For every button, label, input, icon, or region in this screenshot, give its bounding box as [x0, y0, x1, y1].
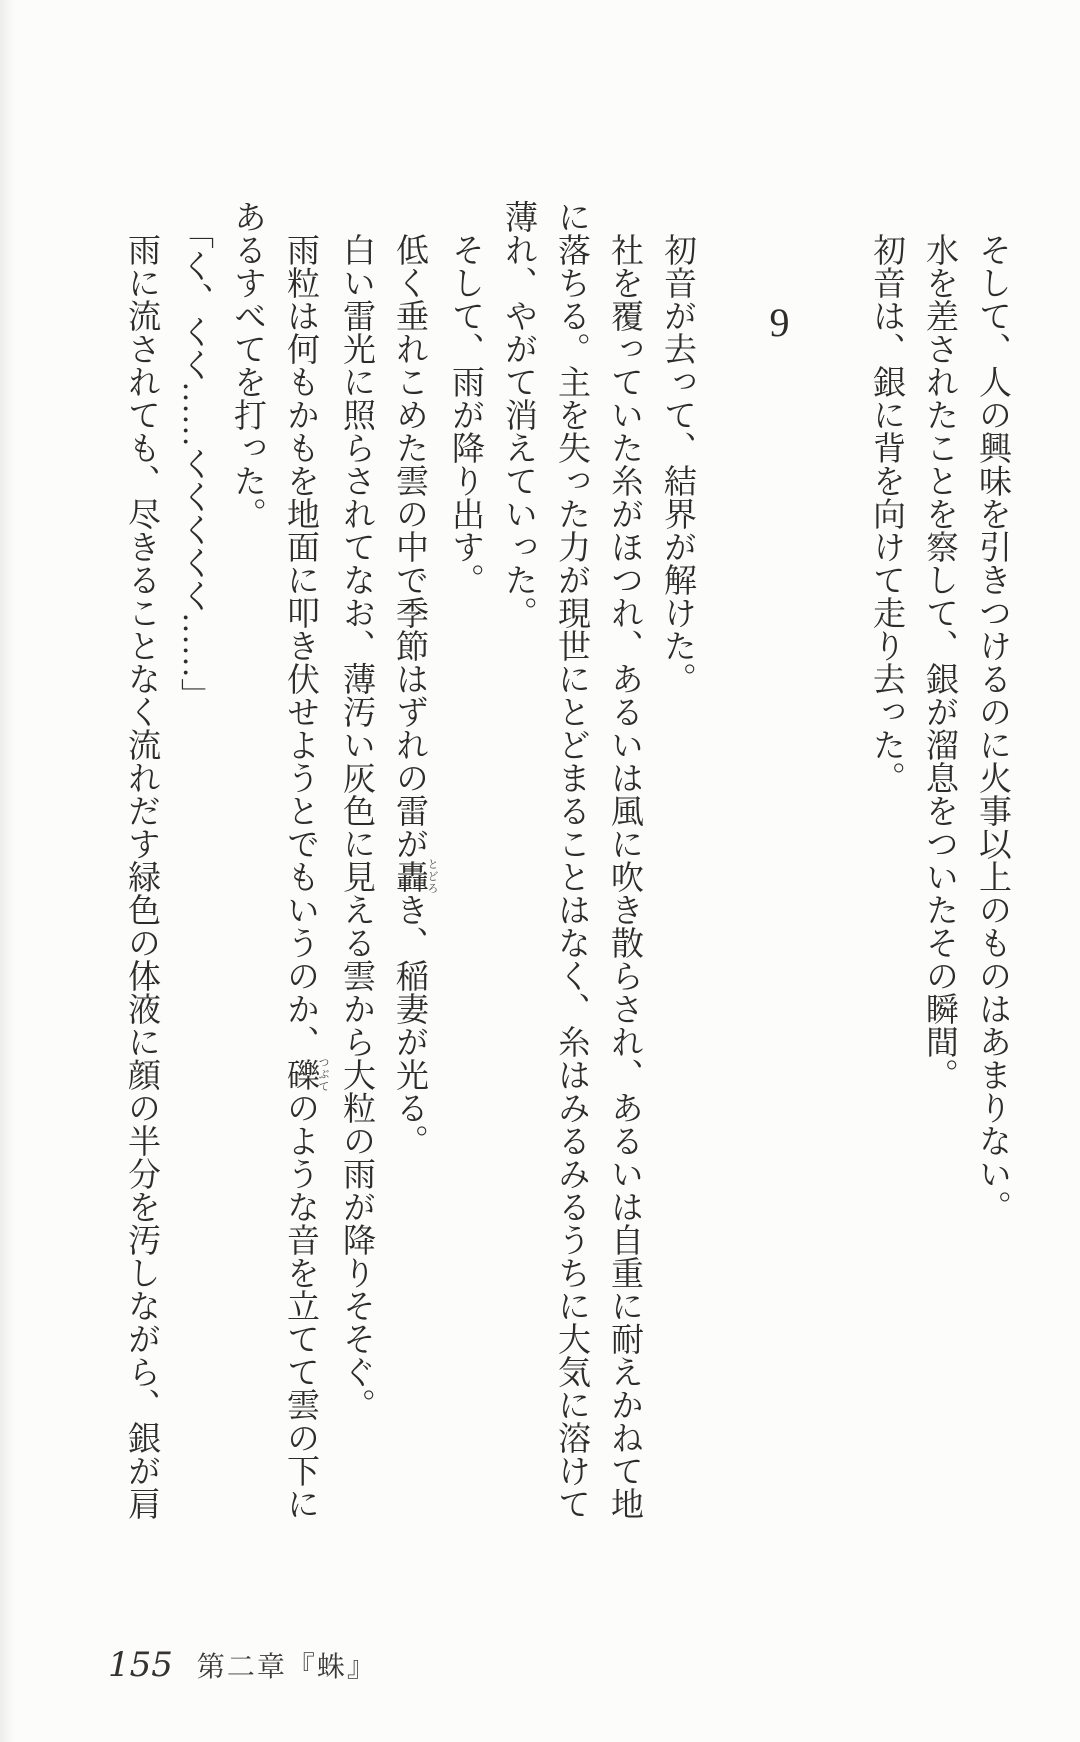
paragraph: 社を覆っていた糸がほつれ、あるいは風に吹き散らされ、あるいは自重に耐えかねて地に落ちる。主を失った力が現世にとどまることはなく、糸はみるみるうちに大気に溶けて薄れ、やがて消えていった。	[500, 200, 642, 1520]
text-block-before-section	[859, 200, 1018, 1520]
paragraph: 初音は、銀に背を向けて走り去った。	[868, 233, 904, 794]
paragraph: 雨粒は何もかもを地面に叩き伏せようとでもいうのか、礫 つぶてのような音を立てて雲の下にあるすべてを打った。	[229, 200, 329, 1520]
page-number: 155	[108, 1645, 173, 1685]
paragraph: 初音が去って、結界が解けた。	[659, 233, 695, 695]
paragraph: 水を差されたことを察して、銀が溜息をついたその瞬間。	[921, 233, 957, 1091]
ruby-annotated-kanji: 礫 つぶて	[282, 1056, 329, 1093]
quote-paragraph: 「く、くく……くくくくく……」	[176, 216, 212, 711]
text-block-after-section	[114, 200, 703, 1520]
paragraph: そして、雨が降り出す。	[447, 233, 483, 596]
chapter-title: 第二章『蛛』	[196, 1651, 377, 1682]
paragraph: 低く垂れこめた雲の中で季節はずれの雷が轟 とどろき、稲妻が光る。	[391, 233, 438, 1157]
paragraph: 白い雷光に照らされてなお、薄汚い灰色に見える雲から大粒の雨が降りそそぐ。	[338, 233, 374, 1421]
paragraph: そして、人の興味を引きつけるのに火事以上のものはあまりない。	[974, 233, 1010, 1223]
section-number: 9	[757, 300, 802, 345]
paragraph: 雨に流されても、尽きることなく流れだす緑色の体液に顔の半分を汚しながら、銀が肩	[123, 233, 159, 1520]
vertical-text-area	[114, 200, 1018, 1520]
ruby-annotated-kanji: 轟 とどろ	[391, 858, 438, 895]
page-footer	[108, 1645, 377, 1685]
